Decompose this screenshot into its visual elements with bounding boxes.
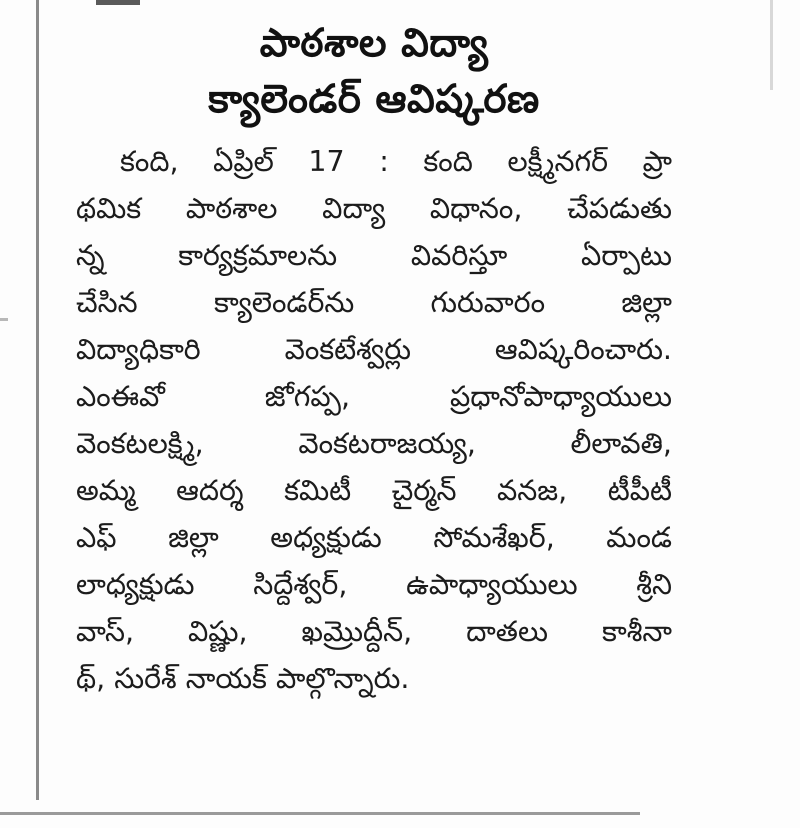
body-line-11: వాస్, విష్ణు, ఖమ్రొద్దీన్, దాతలు కాశీనా [76,615,672,648]
article-headline [76,16,672,128]
right-column-rule [770,0,773,90]
bottom-rule [0,812,640,815]
body-line-8: అమ్మ ఆదర్శ కమిటీ చైర్మన్ వనజ, టీపీటీ [76,474,672,507]
body-line-9: ఎఫ్ జిల్లా అధ్యక్షుడు సోమశేఖర్, మండ [76,521,672,554]
body-line-10: లాధ్యక్షుడు సిద్దేశ్వర్, ఉపాధ్యాయులు శ్రీని [76,568,672,601]
body-line-7: వెంకటలక్ష్మి, వెంకటరాజయ్య, లీలావతి, [76,427,672,460]
left-margin-mark [0,318,8,321]
body-line-5: విద్యాధికారి వెంకటేశ్వర్లు ఆవిష్కరించారు. [76,333,672,366]
left-column-rule [36,0,39,800]
article-body [76,138,672,702]
headline-line-2: క్యాలెండర్ ఆవిష్కరణ [208,77,540,122]
news-article [76,16,672,702]
body-line-12: థ్, సురేశ్ నాయక్ పాల్గొన్నారు. [76,662,410,695]
headline-line-1: పాఠశాల విద్యా [259,21,489,66]
body-line-2: థమిక పాఠశాల విద్యా విధానం, చేపడుతు [76,192,672,225]
body-line-6: ఎంఈవో జోగప్ప, ప్రధానోపాధ్యాయులు [76,380,672,413]
body-line-3: న్న కార్యక్రమాలను వివరిస్తూ ఏర్పాటు [76,239,672,272]
body-line-4: చేసిన క్యాలెండర్‌ను గురువారం జిల్లా [76,286,672,319]
body-line-1: కంది, ఏప్రిల్ 17 : కంది లక్ష్మీనగర్ ప్రా [120,145,672,178]
top-column-rule [96,0,140,5]
